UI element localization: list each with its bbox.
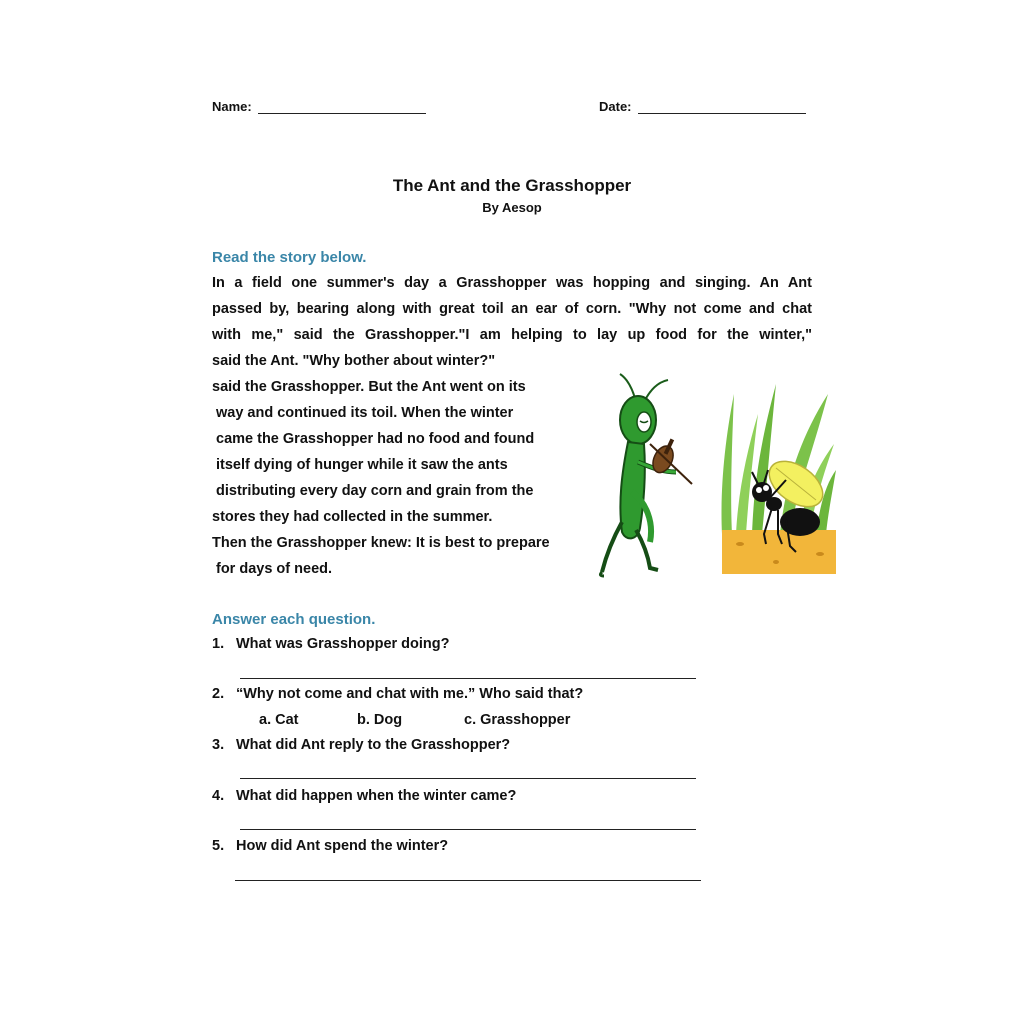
question-4 [212,788,516,804]
story-line: came the Grasshopper had no food and found [216,431,535,447]
date-field[interactable] [638,113,806,114]
option-a[interactable] [259,712,299,728]
option-b[interactable] [357,712,402,728]
option-text: Dog [373,712,403,728]
answer-line-1[interactable] [240,678,696,679]
story-line: said the Grasshopper. But the Ant went on its [212,379,526,395]
story-line: distributing every day corn and grain from the [216,483,534,499]
question-text: What did Ant reply to the Grasshopper? [236,737,511,753]
question-3 [212,737,510,753]
page-title: The Ant and the Grasshopper [392,176,632,195]
story-line: stores they had collected in the summer. [212,509,493,525]
question-text: “Why not come and chat with me.” Who said that? [236,686,584,702]
option-c[interactable] [464,712,570,728]
answer-line-5[interactable] [235,880,701,881]
story-line: Then the Grasshopper knew: It is best to prepare [212,535,550,551]
story-line: In a field one summer's day a Grasshopper was hopping and singing. An Ant [212,275,812,291]
question-number: 4. [212,788,225,804]
grasshopper-violin-illustration [592,372,704,578]
story-line: with me," said the Grasshopper."I am helping to lay up food for the winter," [212,327,812,343]
option-text: Cat [275,712,299,728]
name-field[interactable] [258,113,426,114]
story-line: said the Ant. "Why bother about winter?" [212,353,496,369]
story-heading: Read the story below. [212,249,367,266]
date-label: Date: [599,99,632,114]
question-text: How did Ant spend the winter? [236,838,449,854]
question-number: 3. [212,737,225,753]
story-line: for days of need. [216,561,333,577]
story-line: passed by, bearing along with great toil an ear of corn. "Why not come and chat [212,301,812,317]
question-5 [212,838,448,854]
question-1 [212,636,450,652]
question-number: 1. [212,636,225,652]
question-text: What did happen when the winter came? [236,788,517,804]
option-letter: c. [464,712,477,728]
ant-carrying-leaf-illustration [716,384,836,574]
question-2 [212,686,583,702]
question-number: 2. [212,686,225,702]
option-letter: b. [357,712,370,728]
answer-line-3[interactable] [240,778,696,779]
story-line: itself dying of hunger while it saw the ants [216,457,508,473]
answer-line-4[interactable] [240,829,696,830]
question-number: 5. [212,838,225,854]
name-label: Name: [212,99,252,114]
question-text: What was Grasshopper doing? [236,636,450,652]
story-line: way and continued its toil. When the winter [216,405,514,421]
option-letter: a. [259,712,272,728]
option-text: Grasshopper [480,712,571,728]
author-byline: By Aesop [482,200,542,215]
questions-heading: Answer each question. [212,611,376,628]
